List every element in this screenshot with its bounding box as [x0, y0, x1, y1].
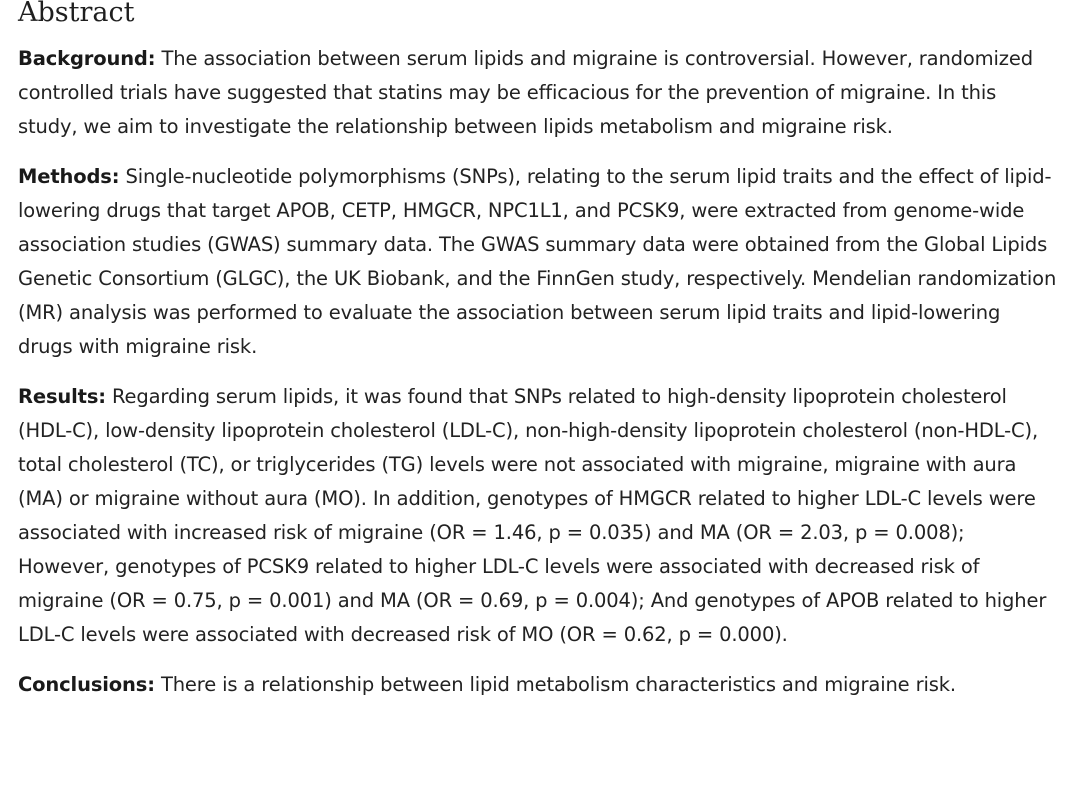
conclusions-text: There is a relationship between lipid metabolism characteristics and migraine risk. [160, 673, 956, 696]
background-paragraph [18, 42, 1058, 144]
abstract-section [18, 0, 1058, 718]
abstract-heading: Abstract [18, 0, 135, 28]
results-paragraph [18, 380, 1058, 652]
conclusions-paragraph [18, 668, 1058, 702]
methods-paragraph [18, 160, 1058, 364]
results-text: Regarding serum lipids, it was found that SNPs related to high-density lipoprotein cholesterol (HDL-C), low-density lipoprotein cholesterol (LDL-C), non-high-density lipoprotein cholesterol (non-HDL-C), total cholesterol (TC), or triglycerides (TG) levels were not associated with migraine, migraine with aura (MA) or migraine without aura (MO). In addition, genotypes of HMGCR related to higher LDL-C levels were associated with increased risk of migraine (OR = 1.46, p = 0.035) and MA (OR = 2.03, p = 0.008); However, genotypes of PCSK9 related to higher LDL-C levels were associated with decreased risk of migraine (OR = 0.75, p = 0.001) and MA (OR = 0.69, p = 0.004); And genotypes of APOB related to higher LDL-C levels were associated with decreased risk of MO (OR = 0.62, p = 0.000). [18, 385, 1047, 646]
background-label: Background: [18, 47, 156, 70]
results-label: Results: [18, 385, 106, 408]
methods-label: Methods: [18, 165, 120, 188]
conclusions-label: Conclusions: [18, 673, 155, 696]
background-text: The association between serum lipids and migraine is controversial. However, randomized controlled trials have suggested that statins may be efficacious for the prevention of migraine. In this study, we aim to investigate the relationship between lipids metabolism and migraine risk. [18, 47, 1033, 138]
methods-text: Single-nucleotide polymorphisms (SNPs), relating to the serum lipid traits and the effect of lipid-lowering drugs that target APOB, CETP, HMGCR, NPC1L1, and PCSK9, were extracted from genome-wide association studies (GWAS) summary data. The GWAS summary data were obtained from the Global Lipids Genetic Consortium (GLGC), the UK Biobank, and the FinnGen study, respectively. Mendelian randomization (MR) analysis was performed to evaluate the association between serum lipid traits and lipid-lowering drugs with migraine risk. [18, 165, 1057, 358]
